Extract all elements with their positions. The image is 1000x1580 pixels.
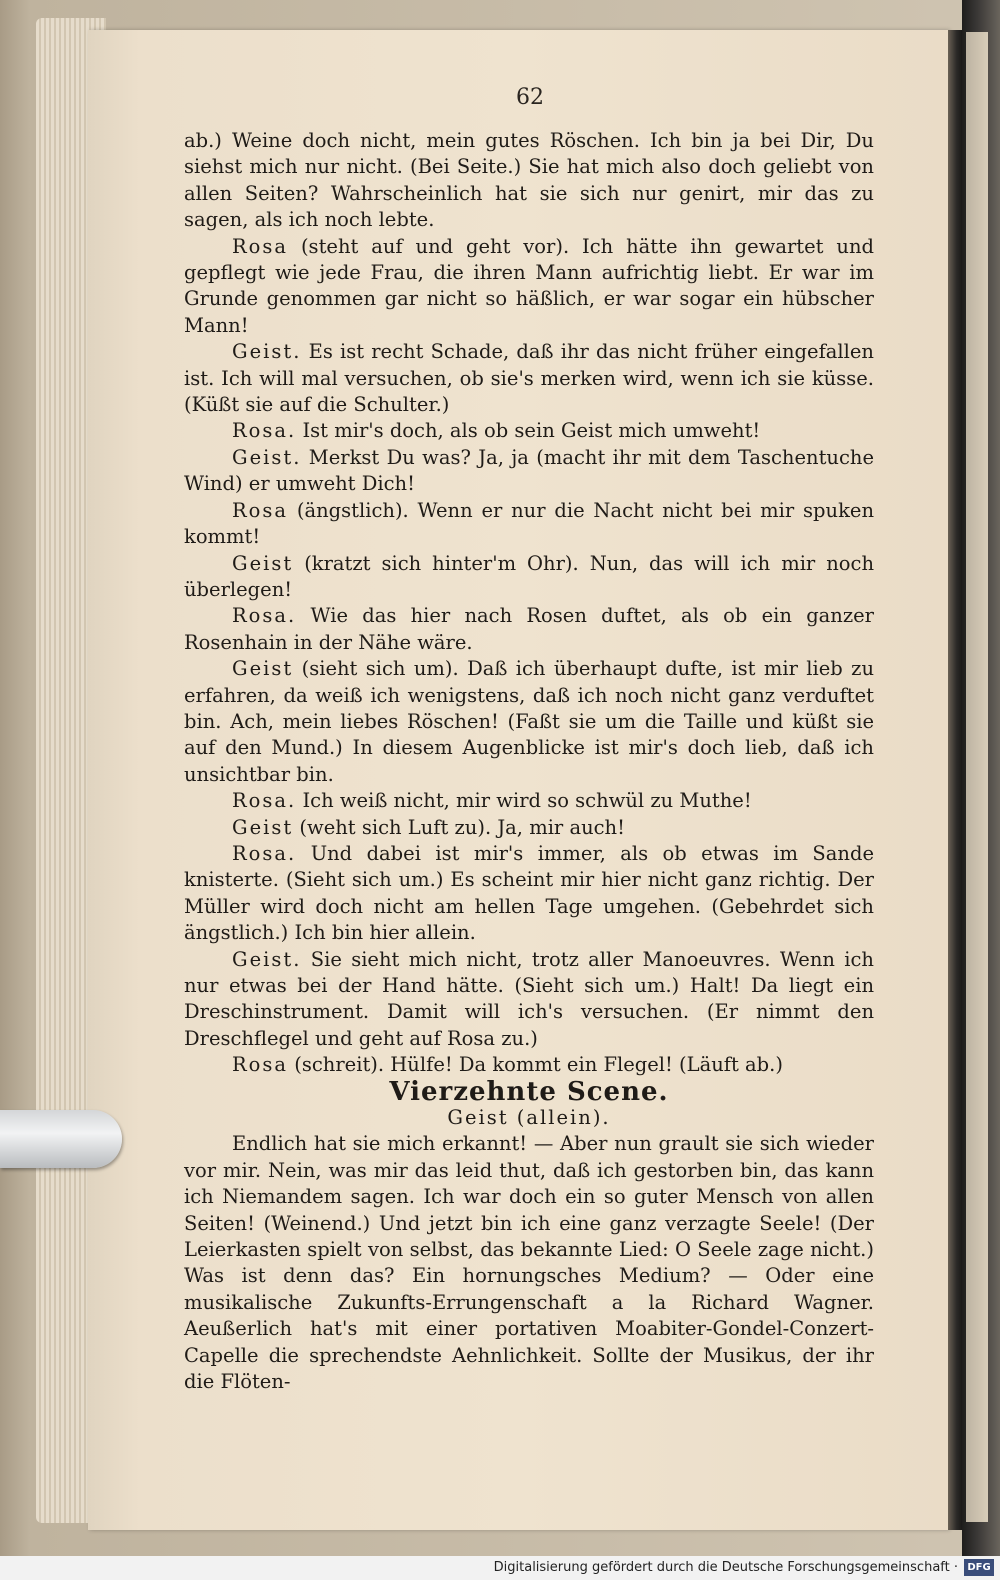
paragraph xyxy=(184,339,874,418)
speaker: Geist. xyxy=(232,445,302,469)
paragraph-text: (steht auf und geht vor). Ich hätte ihn gewartet und gepflegt wie jede Frau, die ihren Mann aufrichtig liebt. Er war im Grunde genommen gar nicht so häßlich, er war sogar ein hübscher Mann! xyxy=(184,234,874,337)
speaker: Geist xyxy=(232,551,294,575)
speaker: Rosa. xyxy=(232,419,297,443)
speaker: Rosa xyxy=(232,234,289,258)
paragraph-text: Ist mir's doch, als ob sein Geist mich umweht! xyxy=(302,419,761,443)
speaker: Rosa. xyxy=(232,604,297,628)
paragraph-text: (weht sich Luft zu). Ja, mir auch! xyxy=(299,815,625,839)
dfg-logo: DFG xyxy=(964,1559,994,1576)
facing-page-edge xyxy=(966,32,988,1522)
paper-clip xyxy=(0,1110,122,1168)
footer-bar xyxy=(0,1556,1000,1580)
paragraph xyxy=(184,603,874,656)
paragraph xyxy=(184,656,874,788)
paragraph xyxy=(184,551,874,604)
paragraph-text: (kratzt sich hinter'm Ohr). Nun, das will ich mir noch überlegen! xyxy=(184,551,875,601)
paragraph-text: Und dabei ist mir's immer, als ob etwas im Sande knisterte. (Sieht sich um.) Es scheint mir hier nicht ganz richtig. Der Müller wird doch nicht am hellen Tage umgehen. (Gebehrdet sich ängstlich.) Ich bin hier allein. xyxy=(184,841,874,945)
paragraph xyxy=(184,498,874,551)
page-number: 62 xyxy=(516,85,544,110)
speaker: Rosa xyxy=(232,498,289,522)
paragraph-text: (schreit). Hülfe! Da kommt ein Flegel! (Läuft ab.) xyxy=(294,1053,783,1077)
paragraph xyxy=(184,947,874,1053)
speaker: Rosa. xyxy=(232,841,297,865)
paragraph xyxy=(184,788,874,814)
paragraph xyxy=(184,418,874,444)
paragraph-text: (sieht sich um). Daß ich überhaupt dufte, ist mir lieb zu erfahren, da weiß ich wenigstens, daß ich noch nicht ganz verduftet bin. Ach, mein liebes Röschen! (Faßt sie um die Taille und küßt sie auf den Mund.) In diesem Augenblicke ist mir's doch lieb, daß ich unsichtbar bin. xyxy=(184,657,875,786)
paragraph xyxy=(184,815,874,841)
paragraph xyxy=(184,445,874,498)
paragraph-text: Sie sieht mich nicht, trotz aller Manoeuvres. Wenn ich nur etwas bei der Hand hätte. (Sieht sich um.) Halt! Da liegt ein Dreschinstrument. Damit will ich's versuchen. (Er nimmt den Dreschflegel und geht auf Rosa zu.) xyxy=(184,947,874,1050)
book-spine xyxy=(948,30,962,1530)
speaker: Geist xyxy=(232,657,294,681)
monologue: Endlich hat sie mich erkannt! — Aber nun grault sie sich wieder vor mir. Nein, was mir das leid thut, daß ich gestorben bin, das kann ich Niemandem sagen. Ich war doch ein so guter Mensch von allen Seiten! (Weinend.) Und jetzt bin ich eine ganz verzagte Seele! (Der Leierkasten spielt von selbst, das bekannte Lied: O Seele zage nicht.) Was ist denn das? Ein hornungsches Medium? — Oder eine musikalische Zukunfts-Errungenschaft a la Richard Wagner. Aeußerlich hat's mit einer portativen Moabiter-Gondel-Conzert-Capelle die sprechendste Aehnlichkeit. Sollte der Musikus, der ihr die Flöten- xyxy=(184,1132,874,1394)
speaker: Geist. xyxy=(232,340,302,364)
speaker: Rosa. xyxy=(232,789,297,813)
scene-subheading: Geist (allein). xyxy=(447,1106,611,1130)
paragraph xyxy=(184,1052,874,1078)
paragraph-text: Ich weiß nicht, mir wird so schwül zu Muthe! xyxy=(302,789,752,813)
paragraph-text: Merkst Du was? Ja, ja (macht ihr mit dem Taschentuche Wind) er umweht Dich! xyxy=(184,445,874,496)
speaker: Geist xyxy=(232,815,294,839)
paragraph-text: ab.) Weine doch nicht, mein gutes Röschen. Ich bin ja bei Dir, Du siehst mich nur nicht. (Bei Seite.) Sie hat mich also doch geliebt von allen Seiten? Wahrscheinlich hat sie sich nur genirt, mir das zu sagen, als ich noch lebte. xyxy=(184,129,874,232)
paragraph xyxy=(184,234,874,340)
paragraph-text: (ängstlich). Wenn er nur die Nacht nicht bei mir spuken kommt! xyxy=(184,498,874,549)
paragraph-text: Wie das hier nach Rosen duftet, als ob ein ganzer Rosenhain in der Nähe wäre. xyxy=(184,604,874,654)
speaker: Rosa xyxy=(232,1053,289,1077)
speaker: Geist. xyxy=(232,947,302,971)
footer-credit: Digitalisierung gefördert durch die Deutsche Forschungsgemeinschaft · xyxy=(493,1560,958,1575)
paragraph xyxy=(184,128,874,234)
paragraph xyxy=(184,841,874,947)
scene-heading: Vierzehnte Scene. xyxy=(389,1076,669,1107)
page-text xyxy=(184,128,874,1396)
paragraph-text: Es ist recht Schade, daß ihr das nicht früher eingefallen ist. Ich will mal versuchen, ob sie's merken wird, wenn ich sie küsse. (Küßt sie auf die Schulter.) xyxy=(184,340,874,417)
